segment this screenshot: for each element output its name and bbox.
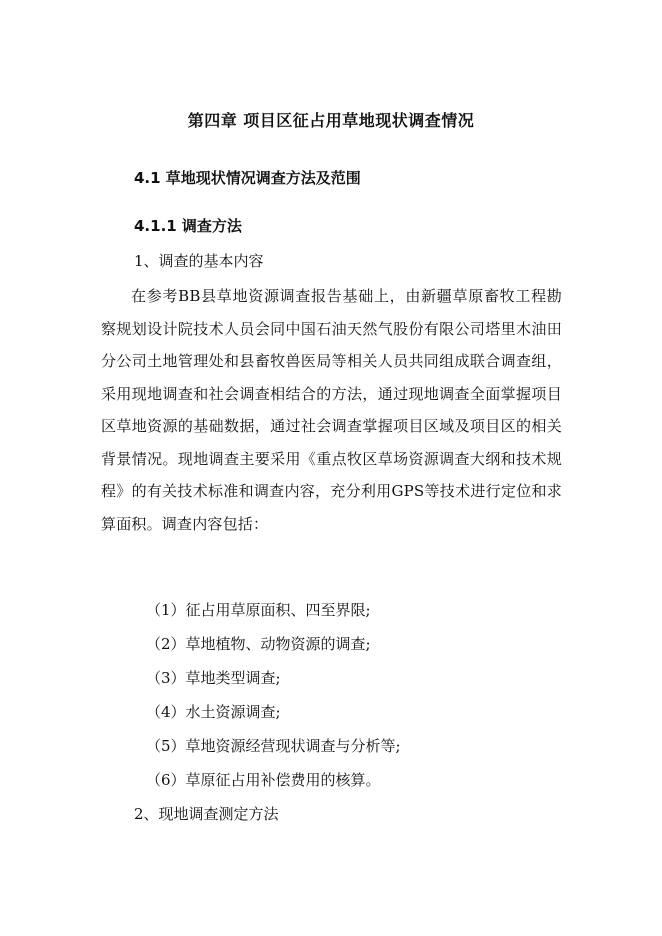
content-heading-method: 2、现地调查测定方法	[134, 805, 279, 823]
content-heading-basic: 1、调查的基本内容	[134, 252, 264, 270]
list-item: （3）草地类型调查;	[146, 669, 281, 687]
list-item: （5）草地资源经营现状调查与分析等;	[146, 737, 401, 755]
list-item: （6）草原征占用补偿费用的核算。	[146, 771, 381, 789]
list-item: （2）草地植物、动物资源的调查;	[146, 635, 371, 653]
survey-content-list	[146, 593, 401, 797]
body-paragraph: 在参考BB县草地资源调查报告基础上，由新疆草原畜牧工程勘察规划设计院技术人员会同中国石油天然气股份有限公司塔里木油田分公司土地管理处和县畜牧兽医局等相关人员共同组成联合调查组，采用现地调查和社会调查相结合的方法，通过现地调查全面掌握项目区草地资源的基础数据，通过社会调查掌握项目区域及项目区的相关背景情况。现地调查主要采用《重点牧区草场资源调查大纲和技术规程》的有关技术标准和调查内容，充分利用GPS等技术进行定位和求算面积。调查内容包括：	[101, 287, 562, 533]
list-item: （1）征占用草原面积、四至界限;	[146, 601, 371, 619]
subsection-title: 4.1.1 调查方法	[134, 217, 242, 235]
section-title: 4.1 草地现状情况调查方法及范围	[134, 169, 361, 187]
chapter-title: 第四章 项目区征占用草地现状调查情况	[187, 111, 475, 130]
list-item: （4）水土资源调查;	[146, 703, 281, 721]
